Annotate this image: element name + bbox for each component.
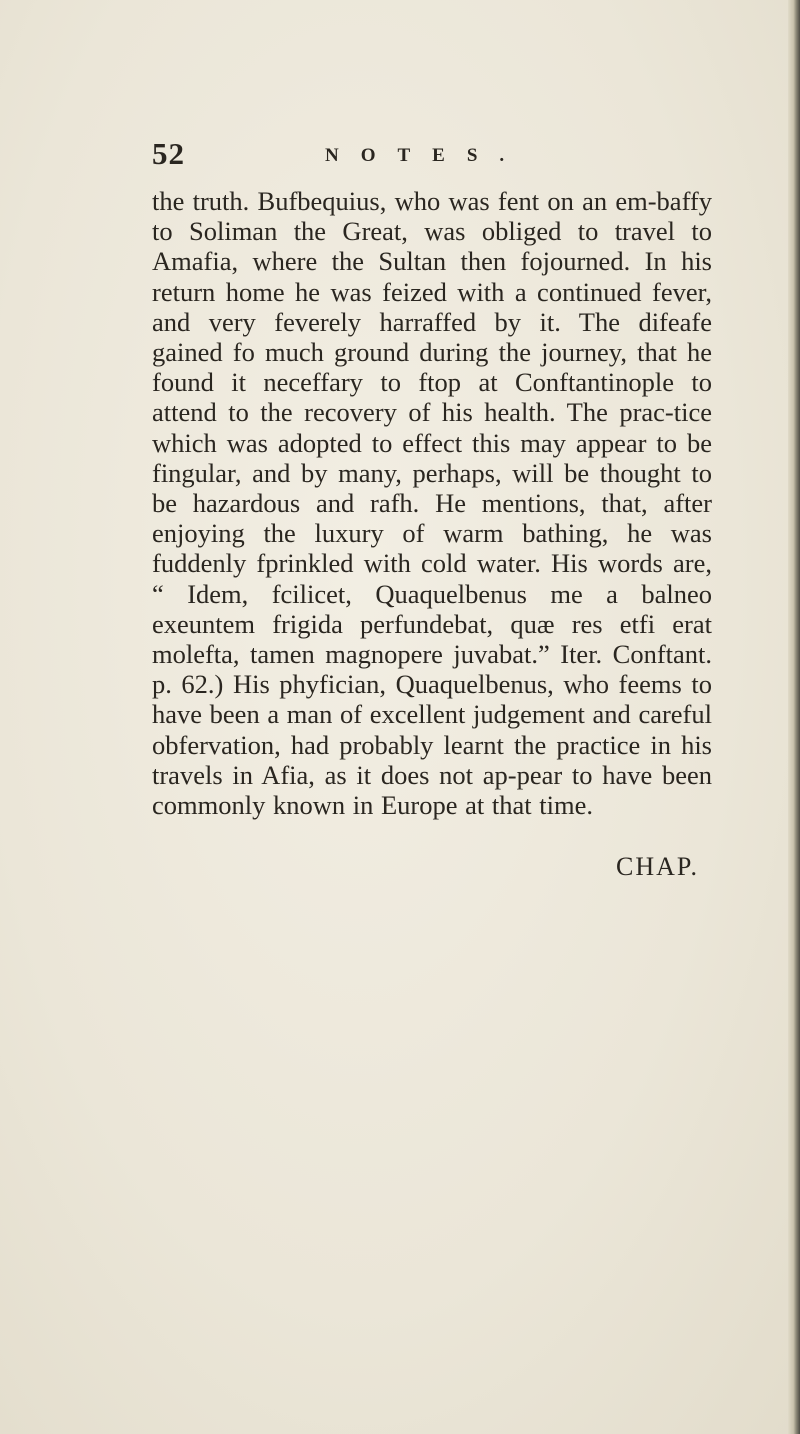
page-number: 52 xyxy=(152,136,185,171)
notes-paragraph: the truth. Bufbequius, who was fent on an em-baffy to Soliman the Great, was obliged to travel to Amafia, where the Sultan then fojourned. In his return home he was feized with a continued fever, and very feverely harraffed by it. The difeafe gained fo much ground during the journey, that he found it neceffary to ftop at Conftantinople to attend to the recovery of his health. The prac-tice which was adopted to effect this may appear to be fingular, and by many, perhaps, will be thought to be hazardous and rafh. He mentions, that, after enjoying the luxury of warm bathing, he was fuddenly fprinkled with cold water. His words are, “ Idem, fcilicet, Quaquelbenus me a balneo exeuntem frigida perfundebat, quæ res etfi erat molefta, tamen magnopere juvabat.” Iter. Conftant. p. 62.) His phyfician, Quaquelbenus, who feems to have been a man of excellent judgement and careful obfervation, had probably learnt the practice in his travels in Afia, as it does not ap-pear to have been commonly known in Europe at that time. xyxy=(152,186,712,821)
running-head: NOTES. xyxy=(325,145,527,166)
catchword: CHAP. xyxy=(616,852,699,881)
page-header xyxy=(152,136,572,176)
page-edge-shadow xyxy=(788,0,800,1434)
